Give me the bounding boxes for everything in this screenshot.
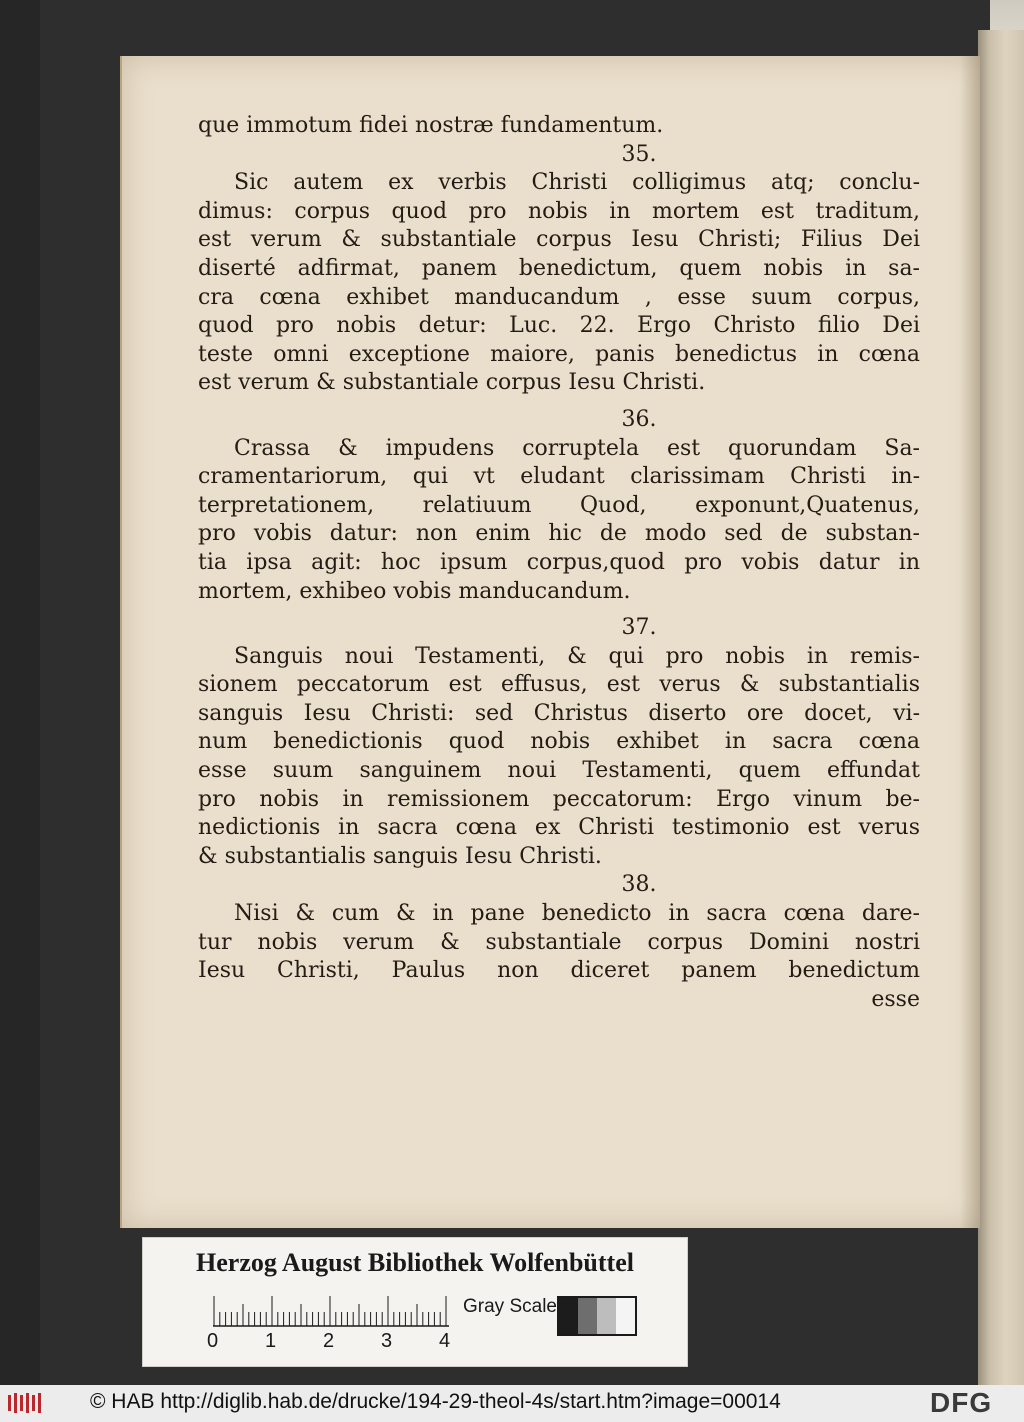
- text-line: esse suum sanguinem noui Testamenti, quem effundat: [198, 758, 920, 784]
- ruler-number: 1: [265, 1330, 277, 1352]
- text-line: est verum & substantiale corpus Iesu Christi.: [198, 370, 706, 396]
- adjacent-page-edge: [978, 30, 1024, 1385]
- text-line: est verum & substantiale corpus Iesu Christi; Filius Dei: [198, 227, 920, 253]
- text-line: nedictionis in sacra cœna ex Christi testimonio est verus: [198, 815, 920, 841]
- hab-logo-icon: [6, 1391, 46, 1415]
- ruler-number: 2: [323, 1330, 335, 1352]
- page-gutter-shadow: [960, 56, 980, 1228]
- ruler-scale: [213, 1290, 453, 1330]
- text-line: quod pro nobis detur: Luc. 22. Ergo Christo filio Dei: [198, 313, 920, 339]
- text-line: tia ipsa agit: hoc ipsum corpus,quod pro vobis datur in: [198, 549, 920, 575]
- scanner-edge: [0, 0, 40, 1385]
- text-line: num benedictionis quod nobis exhibet in sacra cœna: [198, 729, 920, 755]
- text-line: que immotum fidei nostræ fundamentum.: [198, 113, 664, 138]
- text-line: sionem peccatorum est effusus, est verus & substantialis: [198, 672, 920, 698]
- page-text: [198, 112, 920, 1014]
- text-line: sanguis Iesu Christi: sed Christus diserto ore docet, vi-: [198, 700, 920, 726]
- section-number: 35.: [621, 141, 657, 167]
- color-reference-card: [142, 1237, 688, 1367]
- gray-scale-label: Gray Scale: [463, 1296, 557, 1317]
- text-line: terpretationem, relatiuum Quod, exponunt,Quatenus,: [198, 492, 920, 518]
- text-line: diserté adfirmat, panem benedictum, quem nobis in sa-: [198, 255, 920, 281]
- text-line: dimus: corpus quod pro nobis in mortem est traditum,: [198, 198, 920, 224]
- ruler-number: 0: [207, 1330, 219, 1352]
- text-line: tur nobis verum & substantiale corpus Domini nostri: [198, 929, 920, 955]
- text-line: pro vobis datur: non enim hic de modo sed de substan-: [198, 521, 920, 547]
- section-number: 37.: [621, 615, 657, 641]
- text-line: & substantialis sanguis Iesu Christi.: [198, 843, 602, 869]
- text-line: teste omni exceptione maiore, panis benedictus in cœna: [198, 341, 920, 367]
- text-line: cramentariorum, qui vt eludant clarissimam Christi in-: [198, 464, 920, 490]
- gray-swatch: [578, 1298, 597, 1334]
- ruler-number: 3: [381, 1330, 393, 1352]
- text-line: Crassa & impudens corruptela est quorundam Sa-: [234, 435, 920, 461]
- text-line: Nisi & cum & in pane benedicto in sacra cœna dare-: [234, 901, 920, 927]
- gray-swatch: [559, 1298, 578, 1334]
- text-line: Sanguis noui Testamenti, & qui pro nobis in remis-: [234, 643, 920, 669]
- section-number: 36.: [621, 406, 657, 432]
- footer-copyright: © HAB http://diglib.hab.de/drucke/194-29-theol-4s/start.htm?image=00014: [90, 1390, 781, 1413]
- ruler-number: 4: [439, 1330, 451, 1352]
- catchword: esse: [871, 986, 920, 1012]
- text-line: pro nobis in remissionem peccatorum: Ergo vinum be-: [198, 786, 920, 812]
- footer-bar: [0, 1385, 1024, 1422]
- card-title: Herzog August Bibliothek Wolfenbüttel: [196, 1248, 634, 1277]
- gray-swatch: [616, 1298, 635, 1334]
- text-line: cra cœna exhibet manducandum , esse suum corpus,: [198, 284, 920, 310]
- text-line: mortem, exhibeo vobis manducandum.: [198, 578, 631, 604]
- gray-scale-swatches: [557, 1296, 637, 1336]
- text-line: Sic autem ex verbis Christi colligimus atq; conclu-: [234, 170, 920, 196]
- dfg-logo: DFG: [930, 1387, 993, 1418]
- gray-swatch: [597, 1298, 616, 1334]
- text-line: Iesu Christi, Paulus non diceret panem benedictum: [198, 958, 920, 984]
- section-number: 38.: [621, 872, 657, 898]
